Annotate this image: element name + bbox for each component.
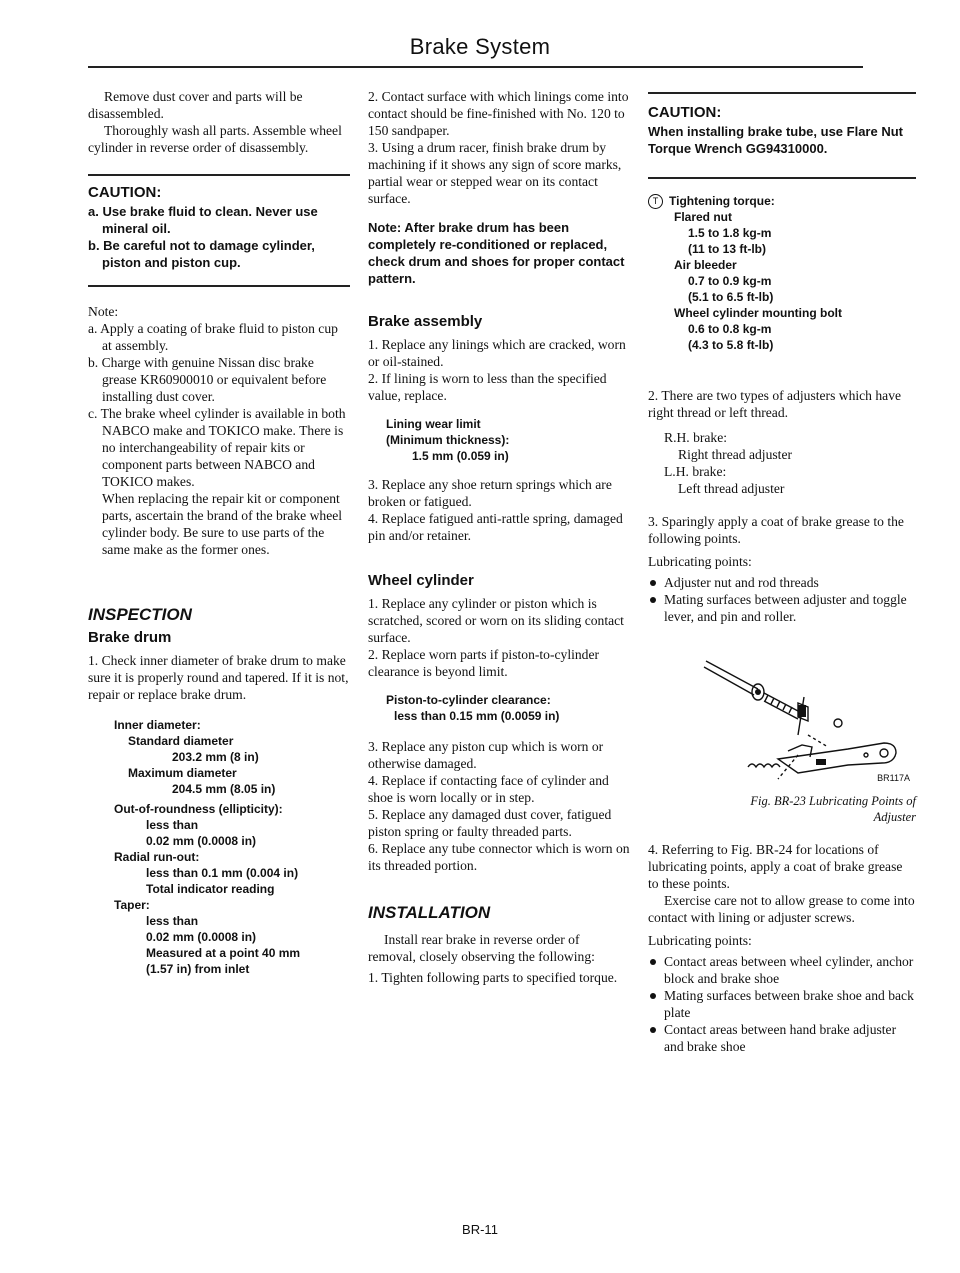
lh-label: L.H. brake: [664,464,727,479]
intro-paragraph: Remove dust cover and parts will be disassembled. [88,89,303,121]
note-text: After brake drum has been completely re-conditioned or replaced, check drum and shoes for proper contact pattern. [368,220,625,286]
intro-paragraph: Thoroughly wash all parts. Assemble wheel cylinder in reverse order of disassembly. [88,123,342,155]
subsection-title-brake-drum: Brake drum [88,629,172,646]
torque-spec-block [648,209,916,353]
spec-label: Wheel cylinder mounting bolt [674,306,842,320]
section-title-inspection: INSPECTION [88,605,192,624]
spec-label: Flared nut [674,210,733,224]
spec-value: less than [146,914,199,928]
grease-step: 3. Sparingly apply a coat of brake grease to the following points. [648,514,904,546]
drum-step: 1. Check inner diameter of brake drum to make sure it is properly round and tapered. If it is not, repair or replace brake drum. [88,653,349,702]
assembly-step: 4. Replace fatigued anti-rattle spring, damaged pin and/or retainer. [368,511,623,543]
bullet-item [648,574,916,591]
spec-label: (Minimum thickness): [386,433,510,447]
lubricating-label: Lubricating points: [648,933,752,948]
adjuster-diagram [648,639,916,789]
torque-title: Tightening torque: [669,194,775,208]
bullet-item [648,591,916,625]
bullet-icon [650,993,656,999]
spec-value: (11 to 13 ft-lb) [688,242,767,256]
grease-step: 4. Referring to Fig. BR-24 for locations of lubricating points, apply a coat of brake grease to these points. [648,842,903,891]
spec-label: Maximum diameter [128,766,237,780]
spec-label: Radial run-out: [114,850,200,864]
column-2 [368,88,630,986]
bullet-text: Adjuster nut and rod threads [664,575,819,590]
spec-value: 0.7 to 0.9 kg-m [688,274,772,288]
drum-step: 2. Contact surface with which linings come into contact should be fine-finished with No. 120 to 150 sandpaper. [368,89,629,138]
bullet-icon [650,959,656,965]
caution-title: CAUTION: [88,184,162,201]
bullet-icon [650,1027,656,1033]
spec-value: (1.57 in) from inlet [146,962,250,976]
note-item: a. Apply a coating of brake fluid to piston cup at assembly. [88,321,338,353]
figure-caption-line: Fig. BR-23 Lubricating Points of [750,794,916,808]
assembly-step: 3. Replace any shoe return springs which are broken or fatigued. [368,477,612,509]
figure-caption-line: Adjuster [873,810,916,824]
wheel-cylinder-step: 2. Replace worn parts if piston-to-cylinder clearance is beyond limit. [368,647,600,679]
note-item: b. Charge with genuine Nissan disc brake grease KR60900010 or equivalent before installing dust cover. [88,355,327,404]
caution-box [648,92,916,179]
wheel-cylinder-step: 4. Replace if contacting face of cylinder and shoe is worn locally or in step. [368,773,609,805]
column-3 [648,88,916,1055]
spec-label: Piston-to-cylinder clearance: [386,693,551,707]
rh-label: R.H. brake: [664,430,728,445]
spec-value: less than [146,818,199,832]
bullet-item [648,987,916,1021]
wheel-cylinder-step: 5. Replace any damaged dust cover, fatigued piston spring or faulty threaded parts. [368,807,612,839]
caution-text: When installing brake tube, use Flare Nut Torque Wrench GG94310000. [648,124,903,156]
spec-value: less than 0.15 mm (0.0059 in) [394,709,560,723]
bullet-text: Mating surfaces between adjuster and toggle lever, and pin and roller. [664,592,907,624]
wheel-cylinder-step: 1. Replace any cylinder or piston which is scratched, scored or worn on its sliding contact surface. [368,596,624,645]
spec-value: 204.5 mm (8.05 in) [172,782,276,796]
note-item: c. The brake wheel cylinder is available in both NABCO make and TOKICO make. There is no interchangeability of repair kits or component parts between NABCO and TOKICO makes. [88,406,346,489]
drum-spec-block [88,717,350,977]
spec-value: less than 0.1 mm (0.004 in) [146,866,299,880]
lh-value: Left thread adjuster [678,481,785,496]
note-label: Note: [88,304,119,319]
install-intro: Install rear brake in reverse order of removal, closely observing the following: [368,932,595,964]
page-number: BR-11 [462,1222,498,1237]
spec-value: 0.02 mm (0.0008 in) [146,834,257,848]
spec-label: Air bleeder [674,258,737,272]
spec-value: 0.6 to 0.8 kg-m [688,322,772,336]
column-1 [88,88,350,977]
bullet-text: Mating surfaces between brake shoe and back plate [664,988,914,1020]
header-rule [88,66,863,68]
figure-caption [648,793,916,825]
bullet-text: Contact areas between wheel cylinder, anchor block and brake shoe [664,954,914,986]
lining-spec-block [368,416,630,464]
figure-adjuster [648,639,916,789]
bullet-item [648,953,916,987]
caution-title: CAUTION: [648,104,722,121]
spec-label: Out-of-roundness (ellipticity): [114,802,283,816]
clearance-spec-block [368,692,630,724]
assembly-step: 2. If lining is worn to less than the specified value, replace. [368,371,607,403]
spec-value: 203.2 mm (8 in) [172,750,259,764]
subsection-title-brake-assembly: Brake assembly [368,313,483,330]
note-block [368,219,630,287]
note-label: Note: [368,220,402,235]
page-title: Brake System [409,34,551,59]
caution-item: b. Be careful not to damage cylinder, piston and piston cup. [88,238,315,270]
rh-value: Right thread adjuster [678,447,793,462]
caution-item: a. Use brake fluid to clean. Never use mineral oil. [88,204,318,236]
torque-heading [648,193,916,209]
grease-step-continued: Exercise care not to allow grease to come into contact with lining or adjuster screws. [648,893,915,925]
spec-value: (4.3 to 5.8 ft-lb) [688,338,774,352]
spec-label: Inner diameter: [114,718,201,732]
spec-label: Taper: [114,898,150,912]
torque-icon: T [648,194,663,209]
spec-value: 1.5 to 1.8 kg-m [688,226,772,240]
spec-value: Total indicator reading [146,882,275,896]
spec-value: 1.5 mm (0.059 in) [412,449,509,463]
bullet-icon [650,597,656,603]
caution-box [88,174,350,287]
assembly-step: 1. Replace any linings which are cracked, worn or oil-stained. [368,337,626,369]
wheel-cylinder-step: 6. Replace any tube connector which is worn on its threaded portion. [368,841,630,873]
adjuster-step: 2. There are two types of adjusters which have right thread or left thread. [648,388,902,420]
bullet-text: Contact areas between hand brake adjuster and brake shoe [664,1022,897,1054]
spec-value: 0.02 mm (0.0008 in) [146,930,257,944]
spec-value: Measured at a point 40 mm [146,946,301,960]
figure-id: BR117A [877,773,910,783]
spec-label: Lining wear limit [386,417,481,431]
install-step: 1. Tighten following parts to specified torque. [368,970,618,985]
lubricating-label: Lubricating points: [648,554,752,569]
wheel-cylinder-step: 3. Replace any piston cup which is worn or otherwise damaged. [368,739,604,771]
bullet-icon [650,580,656,586]
spec-label: Standard diameter [128,734,234,748]
drum-step: 3. Using a drum racer, finish brake drum by machining if it shows any sign of score marks, partial wear or stepped wear on its contact surface. [368,140,622,206]
subsection-title-wheel-cylinder: Wheel cylinder [368,572,474,589]
section-title-installation: INSTALLATION [368,903,491,922]
note-item-continued: When replacing the repair kit or component parts, ascertain the brand of the brake wheel cylinder body. Be sure to use parts of the same make as the former ones. [102,491,343,557]
spec-value: (5.1 to 6.5 ft-lb) [688,290,774,304]
bullet-item [648,1021,916,1055]
